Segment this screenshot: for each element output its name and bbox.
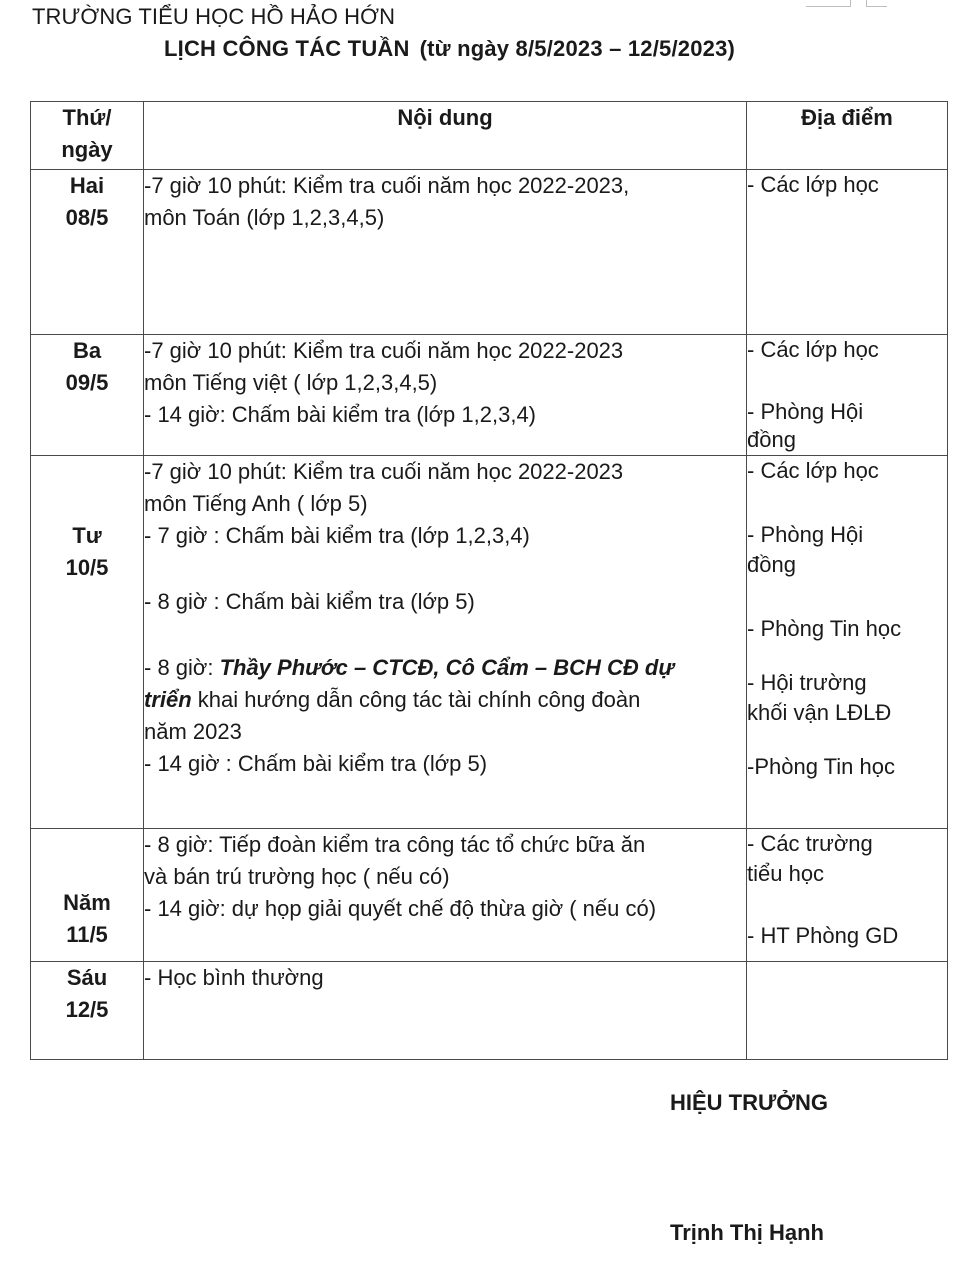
day-cell (31, 962, 144, 1060)
content-cell (144, 962, 747, 1060)
day-date: 10/5 (65, 555, 109, 580)
emphasized-text: triển (144, 687, 192, 712)
table-row (31, 962, 948, 1060)
place-cell (747, 829, 948, 962)
place-cell (747, 335, 948, 456)
content-line: và bán trú trường học ( nếu có) (144, 864, 450, 889)
place-cell (747, 170, 948, 335)
title-text: LỊCH CÔNG TÁC TUẦN (164, 36, 410, 61)
content-line: môn Tiếng việt ( lớp 1,2,3,4,5) (144, 370, 438, 395)
day-name: Năm (63, 890, 111, 915)
schedule-table (30, 101, 948, 1060)
day-date: 11/5 (66, 922, 108, 947)
header-row (31, 102, 948, 170)
place-line: - Hội trường (747, 670, 867, 695)
content-line: - 8 giờ: Tiếp đoàn kiểm tra công tác tổ chức bữa ăn (144, 832, 646, 857)
emphasized-text: Thầy Phước – CTCĐ, Cô Cẩm – BCH CĐ dự (219, 655, 675, 680)
content-line: - 14 giờ: dự họp giải quyết chế độ thừa giờ ( nếu có) (144, 896, 657, 921)
day-name: Ba (72, 338, 102, 363)
day-cell (31, 829, 144, 962)
content-cell (144, 456, 747, 829)
table-row (31, 335, 948, 456)
day-cell (31, 456, 144, 829)
day-date: 09/5 (65, 370, 109, 395)
day-name: Sáu (66, 965, 108, 990)
header-day: Thứ/ ngày (31, 102, 144, 170)
content-cell (144, 170, 747, 335)
content-line: - Học bình thường (144, 965, 324, 990)
date-range: (từ ngày 8/5/2023 – 12/5/2023) (419, 36, 736, 61)
place-line: - Phòng Tin học (747, 616, 902, 641)
content-line: triển khai hướng dẫn công tác tài chính công đoàn (144, 687, 641, 712)
place-line: - Các lớp học (747, 458, 879, 483)
place-line: khối vận LĐLĐ (747, 700, 892, 725)
content-line: - 14 giờ : Chấm bài kiểm tra (lớp 5) (144, 751, 488, 776)
page-corner-mark-left (806, 0, 851, 7)
content-line: - 7 giờ : Chấm bài kiểm tra (lớp 1,2,3,4) (144, 523, 530, 548)
content-line: -7 giờ 10 phút: Kiểm tra cuối năm học 2022-2023 (144, 459, 624, 484)
content-line: -7 giờ 10 phút: Kiểm tra cuối năm học 2022-2023, (144, 173, 630, 198)
header-content: Nội dung (144, 102, 747, 170)
page-corner-mark-right (866, 0, 887, 7)
place-line: - Phòng Hội (747, 399, 864, 424)
place-line: tiểu học (747, 861, 825, 886)
day-name: Tư (72, 523, 102, 548)
place-line: - Các lớp học (747, 337, 879, 362)
place-cell (747, 962, 948, 1060)
content-cell (144, 829, 747, 962)
day-cell (31, 335, 144, 456)
place-line: đồng (747, 552, 796, 577)
place-line: - Phòng Hội (747, 522, 864, 547)
table-row (31, 170, 948, 335)
signature-name: Trịnh Thị Hạnh (670, 1220, 824, 1245)
header-place: Địa điểm (747, 102, 948, 170)
school-name: TRƯỜNG TIỂU HỌC HỒ HẢO HỚN (32, 4, 396, 29)
place-line: đồng (747, 427, 796, 452)
day-cell (31, 170, 144, 335)
place-line: - Các trường (747, 831, 873, 856)
place-line: - HT Phòng GD (747, 923, 899, 948)
table-row (31, 829, 948, 962)
signature-title: HIỆU TRƯỞNG (670, 1090, 829, 1115)
document-title (164, 36, 735, 62)
content-line: môn Tiếng Anh ( lớp 5) (144, 491, 368, 516)
place-line: - Các lớp học (747, 172, 879, 197)
day-date: 12/5 (65, 997, 109, 1022)
table-row (31, 456, 948, 829)
content-line: - 8 giờ: Thầy Phước – CTCĐ, Cô Cẩm – BCH CĐ dự (144, 655, 675, 680)
content-line: - 8 giờ : Chấm bài kiểm tra (lớp 5) (144, 589, 475, 614)
place-line: -Phòng Tin học (747, 754, 895, 779)
content-line: môn Toán (lớp 1,2,3,4,5) (144, 205, 385, 230)
place-cell (747, 456, 948, 829)
content-cell (144, 335, 747, 456)
content-line: - 14 giờ: Chấm bài kiểm tra (lớp 1,2,3,4) (144, 402, 537, 427)
day-name: Hai (69, 173, 105, 198)
content-line: năm 2023 (144, 719, 242, 744)
day-date: 08/5 (65, 205, 109, 230)
content-line: -7 giờ 10 phút: Kiểm tra cuối năm học 2022-2023 (144, 338, 624, 363)
